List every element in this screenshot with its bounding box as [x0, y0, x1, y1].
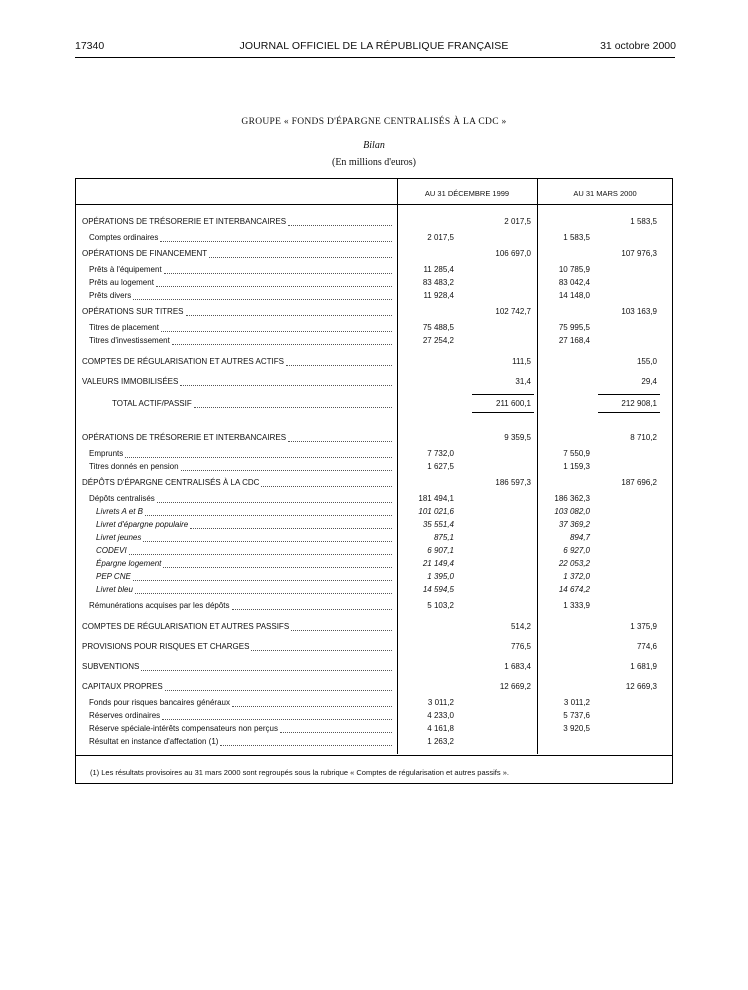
table-row: [76, 461, 672, 474]
row-value-m-total: 187 696,2: [621, 478, 657, 487]
page-number: 17340: [75, 40, 105, 52]
row-label: Résultat en instance d'affectation (1): [89, 737, 219, 746]
row-label: PEP CNE: [96, 572, 131, 581]
row-label: COMPTES DE RÉGULARISATION ET AUTRES PASSIFS: [82, 622, 290, 631]
row-value-m-sub: 14 148,0: [558, 291, 590, 300]
table-row: [76, 661, 672, 674]
dot-leader: [181, 461, 392, 471]
row-value-d-sub: 4 161,8: [427, 724, 454, 733]
row-value-d-total: 106 697,0: [495, 249, 531, 258]
row-label: VALEURS IMMOBILISÉES: [82, 377, 179, 386]
row-value-m-sub: 103 082,0: [554, 507, 590, 516]
table-row: [76, 448, 672, 461]
table-row: [76, 697, 672, 710]
row-label: OPÉRATIONS DE TRÉSORERIE ET INTERBANCAIRES: [82, 217, 287, 226]
row-value-d-sub: 11 928,4: [423, 291, 454, 300]
row-label: CAPITAUX PROPRES: [82, 682, 163, 691]
row-label: SUBVENTIONS: [82, 662, 140, 671]
total-rule: [472, 412, 534, 413]
row-value-m-sub: 1 583,5: [563, 233, 590, 242]
row-value-d-sub: 7 732,0: [427, 449, 454, 458]
row-label: OPÉRATIONS SUR TITRES: [82, 307, 184, 316]
row-value-m-sub: 6 927,0: [563, 546, 590, 555]
row-value-m-sub: 7 550,9: [563, 449, 590, 458]
row-value-m-sub: 14 674,2: [558, 585, 590, 594]
column-header-march-2000: AU 31 MARS 2000: [573, 189, 637, 198]
row-label: Emprunts: [89, 449, 124, 458]
row-label: Livrets A et B: [96, 507, 143, 516]
row-value-m-total: 103 163,9: [621, 307, 657, 316]
row-value-m-sub: 5 737,6: [563, 711, 590, 720]
table-row: [76, 621, 672, 634]
table-row: [76, 277, 672, 290]
table-row: [76, 710, 672, 723]
row-value-m-total: 212 908,1: [621, 399, 657, 408]
row-label: Réserves ordinaires: [89, 711, 161, 720]
table-row: [76, 600, 672, 613]
footnote: (1) Les résultats provisoires au 31 mars 2000 sont regroupés sous la rubrique « Comptes de régularisation et autres passifs ».: [90, 768, 509, 777]
balance-sheet-table: [75, 178, 673, 784]
row-label: TOTAL ACTIF/PASSIF: [112, 399, 192, 408]
row-value-d-total: 12 669,2: [499, 682, 531, 691]
issue-date: 31 octobre 2000: [600, 40, 676, 52]
row-value-d-sub: 75 488,5: [422, 323, 454, 332]
table-row: [76, 264, 672, 277]
row-value-m-sub: 3 011,2: [563, 698, 590, 707]
row-label: Réserve spéciale-intérêts compensateurs non perçus: [89, 724, 278, 733]
row-value-d-total: 514,2: [510, 622, 531, 631]
row-label: Titres de placement: [89, 323, 159, 332]
dot-leader: [164, 264, 392, 274]
row-value-d-sub: 21 149,4: [422, 559, 454, 568]
dot-leader: [143, 532, 392, 542]
table-row: [76, 519, 672, 532]
row-value-d-sub: 27 254,2: [422, 336, 454, 345]
row-value-m-total: 29,4: [641, 377, 657, 386]
row-value-m-sub: 83 042,4: [558, 278, 590, 287]
row-value-d-total: 186 597,3: [495, 478, 531, 487]
row-value-m-sub: 22 053,2: [558, 559, 590, 568]
row-value-d-sub: 2 017,5: [427, 233, 454, 242]
table-row: [76, 532, 672, 545]
dot-leader: [160, 232, 392, 242]
row-value-d-sub: 101 021,6: [418, 507, 454, 516]
dot-leader: [280, 723, 392, 733]
row-value-m-sub: 1 333,9: [563, 601, 590, 610]
table-row: [76, 477, 672, 490]
row-value-d-sub: 1 627,5: [427, 462, 454, 471]
table-row: [76, 506, 672, 519]
row-label: OPÉRATIONS DE TRÉSORERIE ET INTERBANCAIRES: [82, 433, 287, 442]
dot-leader: [129, 545, 392, 555]
dot-leader: [145, 506, 392, 516]
row-label: Épargne logement: [96, 559, 162, 568]
table-row: [76, 232, 672, 245]
table-row: [76, 558, 672, 571]
row-value-m-total: 155,0: [636, 357, 657, 366]
row-value-d-sub: 11 285,4: [423, 265, 454, 274]
table-row: [76, 493, 672, 506]
row-label: Dépôts centralisés: [89, 494, 155, 503]
dot-leader: [232, 697, 392, 707]
row-value-m-sub: 10 785,9: [558, 265, 590, 274]
table-row: [76, 356, 672, 369]
row-value-m-total: 1 375,9: [630, 622, 657, 631]
total-rule: [598, 412, 660, 413]
row-value-d-sub: 83 483,2: [422, 278, 454, 287]
document-title: GROUPE « FONDS D'ÉPARGNE CENTRALISÉS À LA CDC »: [241, 117, 507, 127]
dot-leader: [135, 584, 392, 594]
row-label: Livret bleu: [96, 585, 133, 594]
table-row: [76, 306, 672, 319]
row-value-m-total: 1 583,5: [630, 217, 657, 226]
row-label: Prêts à l'équipement: [89, 265, 162, 274]
row-value-d-sub: 35 551,4: [422, 520, 454, 529]
row-value-d-total: 31,4: [515, 377, 531, 386]
table-row: [76, 398, 672, 411]
table-row: [76, 216, 672, 229]
dot-leader: [165, 681, 392, 691]
row-label: CODEVI: [96, 546, 127, 555]
row-value-m-sub: 1 159,3: [563, 462, 590, 471]
dot-leader: [186, 306, 393, 316]
row-value-d-total: 102 742,7: [495, 307, 531, 316]
row-value-d-total: 1 683,4: [504, 662, 531, 671]
header-rule: [75, 57, 675, 58]
row-value-d-total: 111,5: [512, 357, 531, 366]
row-label: Livret d'épargne populaire: [96, 520, 189, 529]
units-note: (En millions d'euros): [331, 157, 416, 168]
row-label: PROVISIONS POUR RISQUES ET CHARGES: [82, 642, 250, 651]
table-row: [76, 376, 672, 389]
row-label: Comptes ordinaires: [89, 233, 159, 242]
row-value-m-total: 107 976,3: [621, 249, 657, 258]
table-row: [76, 736, 672, 749]
row-label: OPÉRATIONS DE FINANCEMENT: [82, 249, 208, 258]
table-row: [76, 723, 672, 736]
dot-leader: [125, 448, 392, 458]
row-value-m-sub: 186 362,3: [554, 494, 590, 503]
table-row: [76, 322, 672, 335]
dot-leader: [232, 600, 392, 610]
dot-leader: [194, 398, 392, 408]
row-value-d-sub: 5 103,2: [427, 601, 454, 610]
dot-leader: [261, 477, 392, 487]
row-value-d-sub: 1 263,2: [427, 737, 454, 746]
table-row: [76, 681, 672, 694]
row-value-d-total: 2 017,5: [504, 217, 531, 226]
dot-leader: [251, 641, 392, 651]
table-row: [76, 432, 672, 445]
row-value-m-sub: 3 920,5: [563, 724, 590, 733]
row-value-d-sub: 181 494,1: [418, 494, 454, 503]
total-rule: [598, 394, 660, 395]
row-value-d-sub: 14 594,5: [422, 585, 454, 594]
dot-leader: [156, 277, 392, 287]
table-row: [76, 584, 672, 597]
row-label: Prêts au logement: [89, 278, 154, 287]
row-value-m-sub: 1 372,0: [563, 572, 590, 581]
dot-leader: [190, 519, 392, 529]
row-value-d-total: 211 600,1: [496, 399, 531, 408]
row-value-m-sub: 27 168,4: [558, 336, 590, 345]
row-value-m-sub: 37 369,2: [558, 520, 590, 529]
dot-leader: [286, 356, 392, 366]
row-value-d-sub: 3 011,2: [427, 698, 454, 707]
table-row: [76, 290, 672, 303]
table-row: [76, 545, 672, 558]
dot-leader: [133, 571, 392, 581]
journal-title: JOURNAL OFFICIEL DE LA RÉPUBLIQUE FRANÇAISE: [239, 40, 509, 52]
column-header-december-1999: AU 31 DÉCEMBRE 1999: [424, 189, 510, 198]
row-value-m-total: 774,6: [636, 642, 657, 651]
row-value-m-sub: 75 995,5: [558, 323, 590, 332]
row-value-d-total: 776,5: [510, 642, 531, 651]
row-label: Rémunérations acquises par les dépôts: [89, 601, 230, 610]
dot-leader: [161, 322, 392, 332]
row-value-m-total: 12 669,3: [625, 682, 657, 691]
dot-leader: [172, 335, 392, 345]
dot-leader: [133, 290, 392, 300]
row-value-d-sub: 1 395,0: [427, 572, 454, 581]
dot-leader: [220, 736, 392, 746]
row-value-d-sub: 4 233,0: [427, 711, 454, 720]
table-row: [76, 571, 672, 584]
row-value-m-total: 8 710,2: [630, 433, 657, 442]
row-value-m-sub: 894,7: [569, 533, 590, 542]
row-label: COMPTES DE RÉGULARISATION ET AUTRES ACTIFS: [82, 357, 284, 366]
row-value-m-total: 1 681,9: [630, 662, 657, 671]
dot-leader: [157, 493, 392, 503]
table-row: [76, 335, 672, 348]
row-label: Titres donnés en pension: [89, 462, 179, 471]
row-label: Fonds pour risques bancaires généraux: [89, 698, 230, 707]
dot-leader: [141, 661, 392, 671]
dot-leader: [162, 710, 392, 720]
dot-leader: [288, 216, 392, 226]
row-value-d-total: 9 359,5: [504, 433, 531, 442]
dot-leader: [209, 248, 392, 258]
table-row: [76, 248, 672, 261]
row-label: Titres d'investissement: [89, 336, 170, 345]
total-rule: [472, 394, 534, 395]
dot-leader: [291, 621, 392, 631]
row-value-d-sub: 6 907,1: [427, 546, 454, 555]
row-label: Livret jeunes: [96, 533, 142, 542]
table-row: [76, 641, 672, 654]
footnote-divider: [76, 755, 672, 756]
document-subtitle: Bilan: [363, 140, 385, 151]
row-label: DÉPÔTS D'ÉPARGNE CENTRALISÉS À LA CDC: [82, 478, 260, 487]
dot-leader: [180, 376, 392, 386]
dot-leader: [163, 558, 392, 568]
row-value-d-sub: 875,1: [433, 533, 454, 542]
header-divider: [76, 204, 672, 205]
row-label: Prêts divers: [89, 291, 132, 300]
dot-leader: [288, 432, 392, 442]
